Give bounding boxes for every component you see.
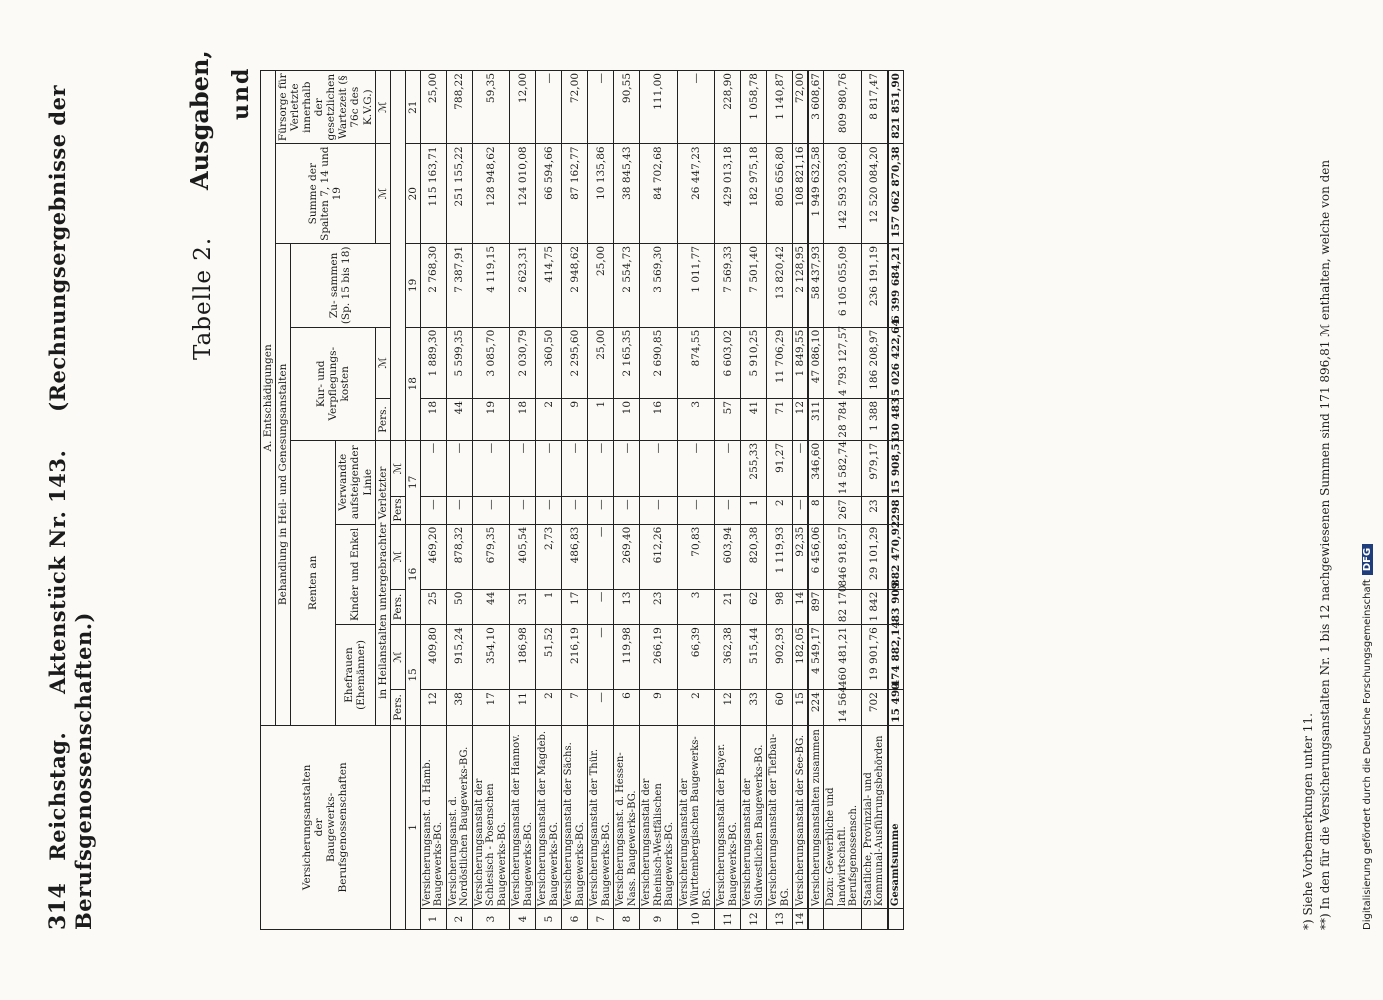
cell-fuer: 228,90 <box>715 71 741 144</box>
cell-kind_m: 29 101,29 <box>861 524 888 589</box>
header-ehefrauen: Ehefrauen (Ehemänner) <box>336 625 375 726</box>
cell-kur_m: 25,00 <box>588 327 614 398</box>
cell-verw_m: 15 908,51 <box>888 440 904 497</box>
cell-fuer: 72,00 <box>793 71 809 144</box>
row-label: Gesamtsumme <box>888 725 904 908</box>
table-row <box>677 71 715 930</box>
cell-ehe_p: 60 <box>767 690 793 726</box>
page-header <box>45 80 96 930</box>
cell-verw_m: 346,60 <box>808 440 824 497</box>
cell-kur_m: 4 793 127,57 <box>824 327 862 398</box>
table-row <box>614 71 640 930</box>
cell-ehe_p: 224 <box>808 690 824 726</box>
document-number: Aktenstück Nr. 143. <box>45 449 70 694</box>
cell-ehe_p: 38 <box>446 690 472 726</box>
cell-kur_p: 2 <box>536 398 562 440</box>
document-title: (Rechnungsergebnisse der Berufsgenossenschaften.) <box>45 84 96 930</box>
cell-kur_p: 30 483 <box>888 398 904 440</box>
row-label: Versicherungsanstalt der Bayer. Baugewerks-BG. <box>715 725 741 908</box>
cell-kind_m: 405,54 <box>510 524 536 589</box>
cell-ehe_p: 7 <box>562 690 588 726</box>
table-row <box>793 71 809 930</box>
cell-verw_p: — <box>640 497 678 524</box>
cell-kind_p: 50 <box>446 589 472 625</box>
header-group-a: A. Entschädigungen <box>261 71 276 726</box>
cell-fuer: 1 058,78 <box>741 71 767 144</box>
cell-verw_p: — <box>677 497 715 524</box>
row-label: Dazu: Gewerbliche und landwirtschaftl. Berufsgenossensch. <box>824 725 862 908</box>
cell-summe: 1 949 632,58 <box>808 144 824 244</box>
cell-kur_m: 47 086,10 <box>808 327 824 398</box>
table-row <box>741 71 767 930</box>
cell-ehe_p: 11 <box>510 690 536 726</box>
header-summe: Summe der Spalten 7, 14 und 19 <box>276 144 376 244</box>
cell-zus: 2 948,62 <box>562 243 588 327</box>
cell-ehe_m: 216,19 <box>562 625 588 690</box>
row-label: Versicherungsanstalt der Württembergischen Baugewerks-BG. <box>677 725 715 908</box>
row-number: 6 <box>562 909 588 930</box>
cell-verw_m: 91,27 <box>767 440 793 497</box>
row-label: Versicherungsanstalt der See-BG. <box>793 725 809 908</box>
cell-zus: 2 128,95 <box>793 243 809 327</box>
cell-kind_p: 17 <box>562 589 588 625</box>
cell-verw_p: — <box>562 497 588 524</box>
cell-kind_m: 846 918,57 <box>824 524 862 589</box>
cell-summe: 429 013,18 <box>715 144 741 244</box>
cell-verw_p: — <box>510 497 536 524</box>
cell-kind_m: 820,38 <box>741 524 767 589</box>
cell-summe: 805 656,80 <box>767 144 793 244</box>
cell-kur_p: 28 784 <box>824 398 862 440</box>
cell-kind_m: 878,32 <box>446 524 472 589</box>
cell-kur_m: 11 706,29 <box>767 327 793 398</box>
cell-summe: 115 163,71 <box>420 144 446 244</box>
cell-kur_p: 18 <box>420 398 446 440</box>
cell-kind_p: 21 <box>715 589 741 625</box>
cell-ehe_m: 902,93 <box>767 625 793 690</box>
table-row <box>472 71 510 930</box>
cell-kur_p: 44 <box>446 398 472 440</box>
table-caption-2: und <box>228 66 254 120</box>
cell-verw_p: 298 <box>888 497 904 524</box>
row-label: Versicherungsanstalt der Rheinisch-Westfälischen Baugewerks-BG. <box>640 725 678 908</box>
cell-zus: 3 569,30 <box>640 243 678 327</box>
cell-zus: 58 437,93 <box>808 243 824 327</box>
cell-kur_m: 2 165,35 <box>614 327 640 398</box>
cell-verw_m: 14 582,74 <box>824 440 862 497</box>
cell-kind_m: 612,26 <box>640 524 678 589</box>
cell-ehe_p: 12 <box>420 690 446 726</box>
cell-verw_m: — <box>562 440 588 497</box>
cell-kind_m: 269,40 <box>614 524 640 589</box>
cell-summe: 26 447,23 <box>677 144 715 244</box>
footnote-2: **) In den für die Versicherungsanstalten Nr. 1 bis 12 nachgewiesenen Summen sind 171 896,81 ℳ enthalten, welche von den <box>1317 159 1332 930</box>
cell-ehe_p: 702 <box>861 690 888 726</box>
cell-verw_m: — <box>536 440 562 497</box>
cell-ehe_m: 409,80 <box>420 625 446 690</box>
row-number: 3 <box>472 909 510 930</box>
cell-verw_m: — <box>677 440 715 497</box>
cell-verw_p: — <box>472 497 510 524</box>
dfg-logo: DFG <box>1362 544 1373 575</box>
row-number: 7 <box>588 909 614 930</box>
data-table: Versicherungsanstalten der Baugewerks- Berufsgenossenschaften A. Entschädigungen Behandlung in Heil- und Genesungsanstalten Summe der Spalten 7, 14 und 19 Fürsorge für Verletzte innerhalb der gesetzlichen Wartezeit (§ 76c des K.V.G.) Renten an Kur- und Verpflegungs- kosten Zu- sammen (Sp. 15 bis 18) Ehefrauen (Ehemänner) Kinder und Enkel Verwandte aufsteigender Linie in Heilanstalten untergebrachter Verletzter Pers. ℳ ℳ ℳ Pers. ℳ Pers. ℳ Pers. ℳ 1 15 16 17 18 19 20 21 1 Versicherungsanst. d. Hamb. Baugewerks-BG. 12 409,80 25 469,20 — — 18 1 889,30 2 768,30 115 163,71 25,00 2 Versicherungsanst. d. Nordöstlichen Baugewerks-BG. 38 915,24 50 878,32 — — 44 5 599,35 7 387,91 251 155,22 788,22 3 Versicherungsanstalt der Schlesisch - Posenschen Baugewerks-BG. 17 354,10 44 679,35 — — 19 3 085,70 4 119,15 128 948,62 59,35 4 Versicherungsanstalt der Hannov. Baugewerks-BG. 11 186,98 31 405,54 — — 18 2 030,79 2 623,31 124 010,08 12,00 5 Versicherungsanstalt der Magdeb. Baugewerks-BG. 2 51,52 1 2,73 — — 2 360,50 414,75 66 594,66 — 6 Versicherungsanstalt der Sächs. Baugewerks-BG. 7 216,19 17 486,83 — — 9 2 295,60 2 948,62 87 162,77 72,00 7 Versicherungsanstalt der Thür. Baugewerks-BG. — — — — — — 1 25,00 25,00 10 135,86 — 8 Versicherungsanst. d. Hessen-Nass. Baugewerks-BG. 6 119,98 13 269,40 — — 10 2 165,35 2 554,73 38 845,43 90,55 9 Versicherungsanstalt der Rheinisch-Westfälischen Baugewerks-BG. 9 266,19 23 612,26 — — 16 2 690,85 3 569,30 84 702,68 111,00 10 Versicherungsanstalt der Württembergischen Baugewerks-BG. 2 66,39 3 70,83 — — 3 874,55 1 011,77 26 447,23 — 11 Versicherungsanstalt der Bayer. Baugewerks-BG. 12 362,38 21 603,94 — — 57 6 603,02 7 569,33 429 013,18 228,90 12 Versicherungsanstalt der Südwestlichen Baugewerks-BG. 33 515,44 62 820,38 1 255,33 41 5 910,25 7 501,40 182 975,18 1 058,78 13 Versicherungsanstalt der Tiefbau-BG. 60 902,93 98 1 119,93 2 91,27 71 11 706,29 13 820,42 805 656,80 1 140,87 14 Versicherungsanstalt der See-BG. 15 182,05 14 92,35 — — 12 1 849,55 2 128,95 108 821,16 72,00 Versicherungsanstalten zusammen 224 4 549,17 897 6 456,06 8 346,60 311 47 086,10 58 437,93 1 949 632,58 3 608,67 Dazu: Gewerbliche und landwirtschaftl. Berufsgenossensch. 14 564 460 481,21 82 170 846 918,57 267 14 582,74 28 784 4 793 127,57 6 105 055,09 142 593 203,60 809 980,76 Staatliche, Provinzial- und Kommunal-Ausführungsbehörden 702 19 901,76 1 842 29 101,29 23 979,17 1 388 186 208,97 236 191,19 12 520 084,20 8 817,47 Gesamtsumme 15 490 474 882,14 83 909 882 470,92 298 15 908,51 30 483 5 026 422,64 6 399 684,21 157 062 870,38 821 851,90 <box>260 70 904 930</box>
cell-kur_m: 1 889,30 <box>420 327 446 398</box>
cell-kur_m: 1 849,55 <box>793 327 809 398</box>
cell-kur_m: 5 910,25 <box>741 327 767 398</box>
row-label: Versicherungsanst. d. Hamb. Baugewerks-BG. <box>420 725 446 908</box>
header-in-heilanstalten: in Heilanstalten untergebrachter Verletzter <box>375 440 390 725</box>
cell-summe: 251 155,22 <box>446 144 472 244</box>
cell-summe: 142 593 203,60 <box>824 144 862 244</box>
cell-summe: 108 821,16 <box>793 144 809 244</box>
row-label: Versicherungsanstalt der Hannov. Baugewerks-BG. <box>510 725 536 908</box>
cell-summe: 84 702,68 <box>640 144 678 244</box>
cell-kind_p: 3 <box>677 589 715 625</box>
cell-ehe_m: — <box>588 625 614 690</box>
cell-kur_m: 2 295,60 <box>562 327 588 398</box>
cell-kur_p: 71 <box>767 398 793 440</box>
header-fuersorge: Fürsorge für Verletzte innerhalb der gesetzlichen Wartezeit (§ 76c des K.V.G.) <box>276 71 376 144</box>
cell-kur_p: 41 <box>741 398 767 440</box>
cell-ehe_m: 460 481,21 <box>824 625 862 690</box>
cell-zus: 7 387,91 <box>446 243 472 327</box>
cell-verw_p: — <box>588 497 614 524</box>
cell-kind_m: 1 119,93 <box>767 524 793 589</box>
row-number: 11 <box>715 909 741 930</box>
table-row <box>588 71 614 930</box>
row-number <box>824 909 862 930</box>
header-renten: Renten an <box>291 440 336 725</box>
header-institutions: Versicherungsanstalten der Baugewerks- Berufsgenossenschaften <box>261 725 391 929</box>
cell-fuer: 90,55 <box>614 71 640 144</box>
cell-ehe_m: 354,10 <box>472 625 510 690</box>
cell-fuer: 111,00 <box>640 71 678 144</box>
header-kur: Kur- und Verpflegungs- kosten <box>291 327 375 440</box>
row-label: Versicherungsanstalt der Schlesisch - Posenschen Baugewerks-BG. <box>472 725 510 908</box>
header-verwandte: Verwandte aufsteigender Linie <box>336 440 375 524</box>
cell-kur_p: 3 <box>677 398 715 440</box>
cell-kind_m: — <box>588 524 614 589</box>
cell-kind_m: 679,35 <box>472 524 510 589</box>
cell-zus: 4 119,15 <box>472 243 510 327</box>
cell-kur_m: 186 208,97 <box>861 327 888 398</box>
cell-kind_p: 44 <box>472 589 510 625</box>
cell-zus: 25,00 <box>588 243 614 327</box>
cell-fuer: — <box>588 71 614 144</box>
row-number: 13 <box>767 909 793 930</box>
cell-kur_p: 12 <box>793 398 809 440</box>
cell-verw_m: — <box>614 440 640 497</box>
row-number: 14 <box>793 909 809 930</box>
cell-verw_p: — <box>715 497 741 524</box>
table-row <box>562 71 588 930</box>
cell-fuer: — <box>677 71 715 144</box>
cell-kur_m: 5 026 422,64 <box>888 327 904 398</box>
cell-kind_p: 13 <box>614 589 640 625</box>
cell-verw_p: — <box>793 497 809 524</box>
cell-verw_p: — <box>420 497 446 524</box>
row-number <box>808 909 824 930</box>
header-zusammen: Zu- sammen (Sp. 15 bis 18) <box>291 243 391 327</box>
footnotes <box>1300 30 1334 930</box>
cell-summe: 128 948,62 <box>472 144 510 244</box>
cell-ehe_m: 362,38 <box>715 625 741 690</box>
row-label: Versicherungsanst. d. Nordöstlichen Baugewerks-BG. <box>446 725 472 908</box>
cell-kur_p: 1 <box>588 398 614 440</box>
cell-ehe_m: 186,98 <box>510 625 536 690</box>
cell-zus: 236 191,19 <box>861 243 888 327</box>
cell-zus: 2 768,30 <box>420 243 446 327</box>
cell-fuer: 809 980,76 <box>824 71 862 144</box>
cell-fuer: 59,35 <box>472 71 510 144</box>
cell-zus: 2 554,73 <box>614 243 640 327</box>
cell-verw_m: — <box>588 440 614 497</box>
cell-verw_p: — <box>536 497 562 524</box>
table-row <box>861 71 888 930</box>
cell-kind_p: 25 <box>420 589 446 625</box>
cell-ehe_m: 515,44 <box>741 625 767 690</box>
cell-summe: 124 010,08 <box>510 144 536 244</box>
cell-ehe_p: 2 <box>677 690 715 726</box>
row-label: Versicherungsanstalt der Thür. Baugewerks-BG. <box>588 725 614 908</box>
cell-kind_p: 31 <box>510 589 536 625</box>
cell-fuer: — <box>536 71 562 144</box>
table-row <box>767 71 793 930</box>
cell-fuer: 3 608,67 <box>808 71 824 144</box>
table-row <box>420 71 446 930</box>
cell-verw_m: — <box>640 440 678 497</box>
cell-kind_m: 603,94 <box>715 524 741 589</box>
table-row <box>510 71 536 930</box>
cell-summe: 38 845,43 <box>614 144 640 244</box>
row-label: Versicherungsanstalt der Magdeb. Baugewerks-BG. <box>536 725 562 908</box>
cell-verw_p: 23 <box>861 497 888 524</box>
table-row <box>808 71 824 930</box>
row-number: 12 <box>741 909 767 930</box>
row-number: 10 <box>677 909 715 930</box>
cell-zus: 7 569,33 <box>715 243 741 327</box>
cell-kur_m: 360,50 <box>536 327 562 398</box>
row-number: 9 <box>640 909 678 930</box>
cell-kur_p: 1 388 <box>861 398 888 440</box>
cell-ehe_m: 266,19 <box>640 625 678 690</box>
cell-kur_p: 18 <box>510 398 536 440</box>
cell-verw_p: 267 <box>824 497 862 524</box>
cell-kur_m: 6 603,02 <box>715 327 741 398</box>
table-row <box>824 71 862 930</box>
cell-zus: 414,75 <box>536 243 562 327</box>
row-label: Versicherungsanstalt der Südwestlichen Baugewerks-BG. <box>741 725 767 908</box>
table-row <box>536 71 562 930</box>
cell-verw_p: — <box>446 497 472 524</box>
table-row <box>715 71 741 930</box>
cell-zus: 7 501,40 <box>741 243 767 327</box>
cell-ehe_p: 12 <box>715 690 741 726</box>
cell-fuer: 821 851,90 <box>888 71 904 144</box>
cell-verw_p: 1 <box>741 497 767 524</box>
cell-ehe_p: 33 <box>741 690 767 726</box>
cell-ehe_m: 66,39 <box>677 625 715 690</box>
row-label: Versicherungsanstalt der Tiefbau-BG. <box>767 725 793 908</box>
cell-fuer: 8 817,47 <box>861 71 888 144</box>
cell-ehe_p: 17 <box>472 690 510 726</box>
cell-kind_p: 83 909 <box>888 589 904 625</box>
cell-kind_p: 23 <box>640 589 678 625</box>
cell-kind_p: 82 170 <box>824 589 862 625</box>
row-number: 4 <box>510 909 536 930</box>
row-label: Versicherungsanstalt der Sächs. Baugewerks-BG. <box>562 725 588 908</box>
cell-ehe_m: 51,52 <box>536 625 562 690</box>
footnote-1: *) Siehe Vorbemerkungen unter 11. <box>1301 713 1315 930</box>
section-title: Reichstag. <box>45 731 70 861</box>
cell-zus: 6 399 684,21 <box>888 243 904 327</box>
cell-ehe_p: 15 <box>793 690 809 726</box>
cell-verw_m: 255,33 <box>741 440 767 497</box>
cell-zus: 2 623,31 <box>510 243 536 327</box>
cell-ehe_p: 15 490 <box>888 690 904 726</box>
cell-summe: 87 162,77 <box>562 144 588 244</box>
cell-zus: 6 105 055,09 <box>824 243 862 327</box>
cell-summe: 182 975,18 <box>741 144 767 244</box>
cell-ehe_m: 915,24 <box>446 625 472 690</box>
cell-kur_m: 2 030,79 <box>510 327 536 398</box>
cell-kind_p: 1 <box>536 589 562 625</box>
column-numbers-row: 1 15 16 17 18 19 20 21 <box>405 71 420 930</box>
cell-fuer: 25,00 <box>420 71 446 144</box>
table-row <box>888 71 904 930</box>
cell-kind_p: 897 <box>808 589 824 625</box>
row-number: 5 <box>536 909 562 930</box>
cell-kur_p: 9 <box>562 398 588 440</box>
cell-fuer: 1 140,87 <box>767 71 793 144</box>
cell-kind_m: 469,20 <box>420 524 446 589</box>
cell-ehe_m: 119,98 <box>614 625 640 690</box>
cell-fuer: 788,22 <box>446 71 472 144</box>
row-number <box>861 909 888 930</box>
cell-zus: 1 011,77 <box>677 243 715 327</box>
table-row <box>446 71 472 930</box>
cell-verw_m: — <box>420 440 446 497</box>
cell-verw_p: 2 <box>767 497 793 524</box>
cell-ehe_p: 2 <box>536 690 562 726</box>
cell-verw_m: — <box>793 440 809 497</box>
cell-kur_p: 57 <box>715 398 741 440</box>
row-label: Staatliche, Provinzial- und Kommunal-Ausführungsbehörden <box>861 725 888 908</box>
cell-kur_p: 16 <box>640 398 678 440</box>
cell-kind_m: 2,73 <box>536 524 562 589</box>
cell-verw_m: — <box>446 440 472 497</box>
cell-kind_p: 98 <box>767 589 793 625</box>
page-number: 314 <box>45 882 71 930</box>
cell-fuer: 12,00 <box>510 71 536 144</box>
cell-summe: 66 594,66 <box>536 144 562 244</box>
cell-kur_p: 19 <box>472 398 510 440</box>
cell-summe: 157 062 870,38 <box>888 144 904 244</box>
digitization-note: Digitalisierung gefördert durch die Deutsche ForschungsgemeinschaftDFG <box>1362 544 1373 930</box>
cell-verw_m: — <box>715 440 741 497</box>
row-label: Versicherungsanst. d. Hessen-Nass. Baugewerks-BG. <box>614 725 640 908</box>
cell-ehe_m: 474 882,14 <box>888 625 904 690</box>
cell-summe: 10 135,86 <box>588 144 614 244</box>
cell-kind_p: — <box>588 589 614 625</box>
table-body <box>420 71 903 930</box>
cell-ehe_m: 4 549,17 <box>808 625 824 690</box>
cell-kind_m: 882 470,92 <box>888 524 904 589</box>
cell-ehe_p: — <box>588 690 614 726</box>
row-number <box>888 909 904 930</box>
cell-ehe_p: 9 <box>640 690 678 726</box>
row-number: 1 <box>420 909 446 930</box>
row-label: Versicherungsanstalten zusammen <box>808 725 824 908</box>
cell-kind_m: 486,83 <box>562 524 588 589</box>
cell-kur_m: 3 085,70 <box>472 327 510 398</box>
cell-ehe_p: 14 564 <box>824 690 862 726</box>
table-row <box>640 71 678 930</box>
table-caption: Ausgaben, <box>185 50 214 190</box>
cell-kind_p: 1 842 <box>861 589 888 625</box>
cell-verw_m: — <box>472 440 510 497</box>
cell-verw_p: 8 <box>808 497 824 524</box>
cell-fuer: 72,00 <box>562 71 588 144</box>
header-kinder: Kinder und Enkel <box>336 524 375 625</box>
cell-zus: 13 820,42 <box>767 243 793 327</box>
table-number: Tabelle 2. <box>190 236 216 360</box>
cell-ehe_m: 19 901,76 <box>861 625 888 690</box>
row-number: 2 <box>446 909 472 930</box>
cell-verw_m: — <box>510 440 536 497</box>
header-treatment: Behandlung in Heil- und Genesungsanstalten <box>276 243 291 725</box>
cell-verw_m: 979,17 <box>861 440 888 497</box>
cell-kur_m: 5 599,35 <box>446 327 472 398</box>
cell-summe: 12 520 084,20 <box>861 144 888 244</box>
cell-kind_m: 92,35 <box>793 524 809 589</box>
cell-ehe_p: 6 <box>614 690 640 726</box>
cell-kur_p: 311 <box>808 398 824 440</box>
cell-verw_p: — <box>614 497 640 524</box>
cell-kur_m: 874,55 <box>677 327 715 398</box>
row-number: 8 <box>614 909 640 930</box>
cell-kind_p: 62 <box>741 589 767 625</box>
cell-ehe_m: 182,05 <box>793 625 809 690</box>
cell-kur_p: 10 <box>614 398 640 440</box>
cell-kind_p: 14 <box>793 589 809 625</box>
cell-kind_m: 70,83 <box>677 524 715 589</box>
cell-kind_m: 6 456,06 <box>808 524 824 589</box>
cell-kur_m: 2 690,85 <box>640 327 678 398</box>
